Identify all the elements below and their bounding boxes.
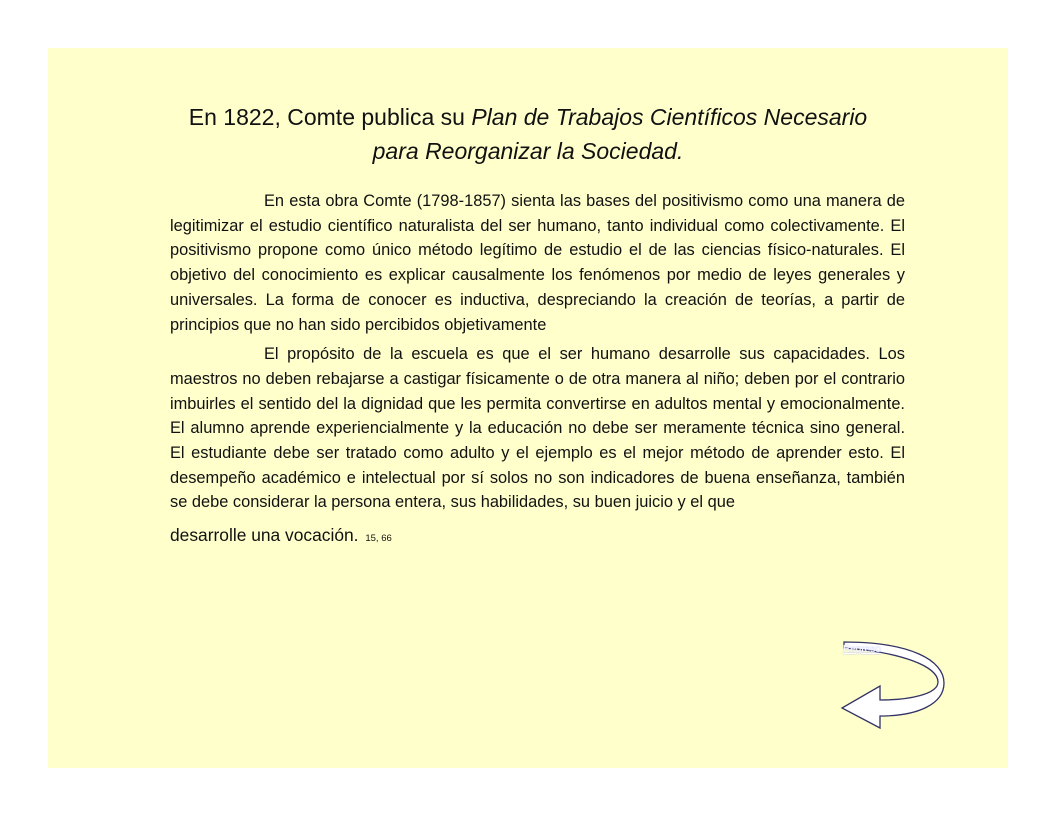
- paragraph-1: En esta obra Comte (1798-1857) sienta las bases del positivismo como una manera de legitimizar el estudio científico naturalista del ser humano, tanto individual como colectivamente. El positivismo propone como único método legítimo de estudio el de las ciencias físico-naturales. El objetivo del conocimiento es explicar causalmente los fenómenos por medio de leyes generales y universales. La forma de conocer es inductiva, despreciando la creación de teorías, a partir de principios que no han sido percibidos objetivamente: [170, 192, 905, 334]
- paragraph-2: [170, 342, 905, 515]
- paragraph-2-closing: desarrolle una vocación.: [170, 525, 359, 546]
- paragraph-2-text: El propósito de la escuela es que el ser humano desarrolle sus capacidades. Los maestros no deben rebajarse a castigar físicamente o de otra manera al niño; deben por el contrario imbuirles el sentido del la dignidad que les permita convertirse en adultos mental y emocionalmente. El alumno aprende experiencialmente y la educación no debe ser meramente técnica sino general. El estudiante debe ser tratado como adulto y el ejemplo es el mejor método de aprender esto. El desempeño académico e intelectual por sí solos no son indicadores de buena enseñanza, también se debe considerar la persona entera, sus habilidades, su buen juicio y el que: [170, 345, 905, 512]
- title-italic-line2: para Reorganizar la Sociedad.: [372, 138, 684, 164]
- body-text: [170, 189, 905, 552]
- reference-citation: 15, 66: [365, 533, 392, 545]
- title-prefix: En 1822, Comte publica su: [188, 104, 472, 130]
- paragraph-2-last-line: [170, 523, 392, 552]
- regreso-link[interactable]: Regreso: [843, 644, 881, 655]
- title-italic-line1: Plan de Trabajos Científicos Necesario: [471, 104, 868, 130]
- slide-title: [48, 100, 1008, 168]
- slide: [48, 48, 1008, 768]
